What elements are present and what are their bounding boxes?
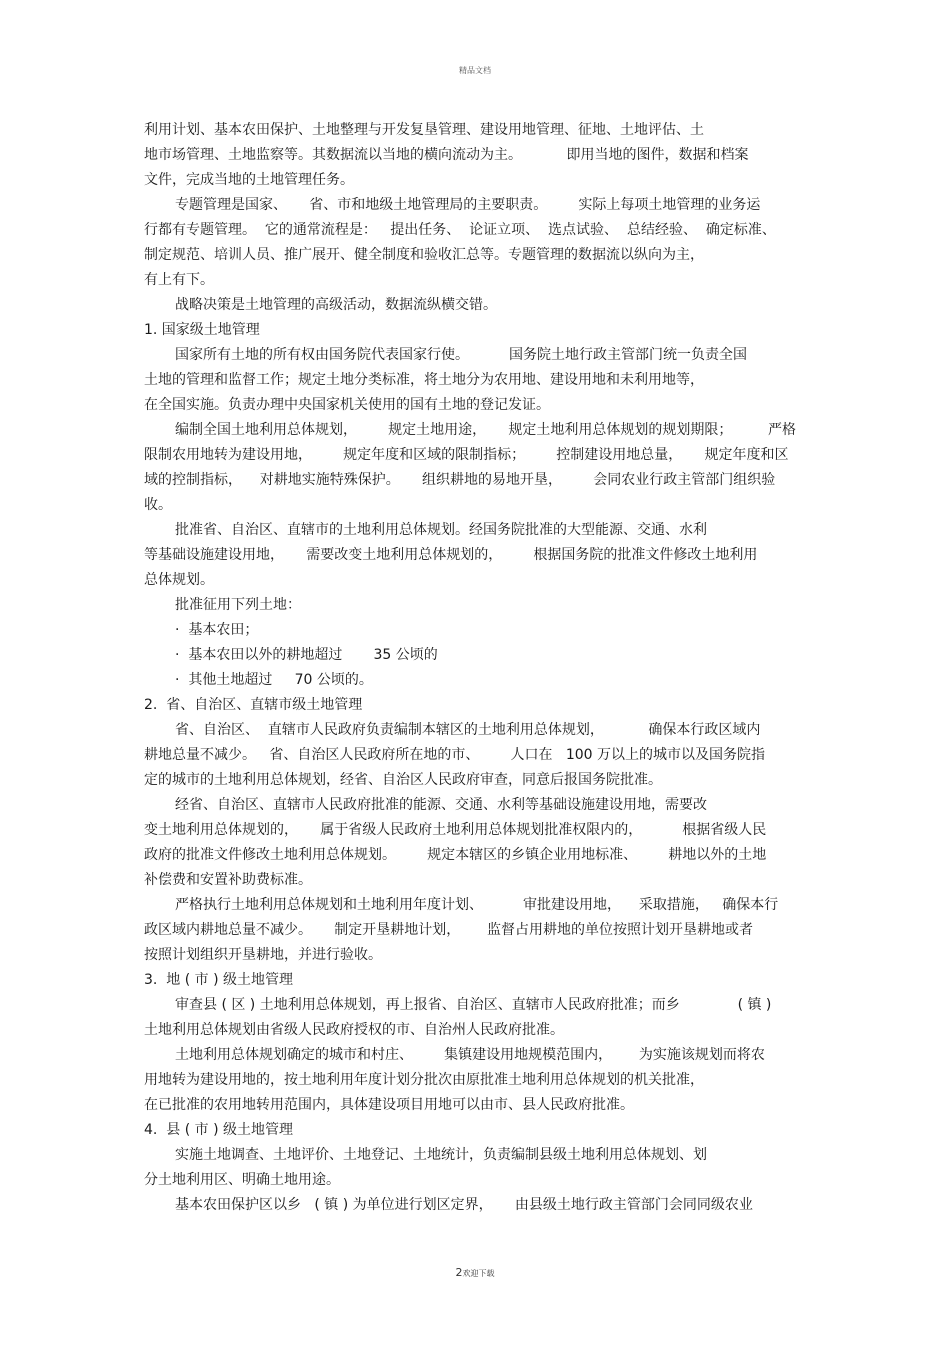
text-line: 制定规范、培训人员、推广展开、健全制度和验收汇总等。专题管理的数据流以纵向为主，: [144, 247, 704, 263]
page-number: 2: [455, 1266, 463, 1279]
text-line: 政府的批准文件修改土地利用总体规划。 规定本辖区的乡镇企业用地标准、 耕地以外的土地: [144, 847, 767, 863]
text-line: · 基本农田以外的耕地超过 35 公顷的: [175, 647, 438, 663]
text-line: 专题管理是国家、 省、市和地级土地管理局的主要职责。 实际上每项土地管理的业务运: [175, 197, 761, 213]
text-line: 在已批准的农用地转用范围内，具体建设项目用地可以由市、县人民政府批准。: [144, 1097, 634, 1113]
text-line: 收。: [144, 497, 172, 513]
text-line: 战略决策是土地管理的高级活动，数据流纵横交错。: [175, 297, 497, 313]
text-line: 用地转为建设用地的，按土地利用年度计划分批次由原批准土地利用总体规划的机关批准，: [144, 1072, 704, 1088]
text-line: 耕地总量不减少。 省、自治区人民政府所在地的市、 人口在 100 万以上的城市以及国务院指: [144, 747, 766, 763]
text-line: 变土地利用总体规划的， 属于省级人民政府土地利用总体规划批准权限内的， 根据省级人民: [144, 822, 767, 838]
text-line: 政区域内耕地总量不减少。 制定开垦耕地计划， 监督占用耕地的单位按照计划开垦耕地或者: [144, 922, 753, 938]
text-line: 基本农田保护区以乡 ( 镇 ) 为单位进行划区定界， 由县级土地行政主管部门会同同级农业: [175, 1197, 753, 1213]
page-footer: [0, 1261, 950, 1280]
document-body: [144, 118, 809, 1218]
text-line: 域的控制指标， 对耕地实施特殊保护。 组织耕地的易地开垦， 会同农业行政主管部门组织验: [144, 472, 776, 488]
text-line: 经省、自治区、直辖市人民政府批准的能源、交通、水利等基础设施建设用地，需要改: [175, 797, 707, 813]
text-line: 省、自治区、 直辖市人民政府负责编制本辖区的土地利用总体规划， 确保本行政区域内: [175, 722, 761, 738]
text-line: 批准征用下列土地：: [175, 597, 301, 613]
text-line: 地市场管理、土地监察等。其数据流以当地的横向流动为主。 即用当地的图件，数据和档案: [144, 147, 749, 163]
text-line: 等基础设施建设用地， 需要改变土地利用总体规划的， 根据国务院的批准文件修改土地利用: [144, 547, 758, 563]
text-line: 实施土地调查、土地评价、土地登记、土地统计，负责编制县级土地利用总体规划、划: [175, 1147, 707, 1163]
text-line: 土地利用总体规划由省级人民政府授权的市、自治州人民政府批准。: [144, 1022, 564, 1038]
text-line: 利用计划、基本农田保护、土地整理与开发复垦管理、建设用地管理、征地、土地评估、土: [144, 122, 704, 138]
text-line: · 基本农田；: [175, 622, 259, 638]
text-line: 总体规划。: [144, 572, 214, 588]
text-line: 严格执行土地利用总体规划和土地利用年度计划、 审批建设用地， 采取措施， 确保本行: [175, 897, 779, 913]
text-line: 限制农用地转为建设用地， 规定年度和区域的限制指标； 控制建设用地总量， 规定年度和区: [144, 447, 789, 463]
page-header: 精品文档: [459, 66, 491, 75]
text-line: 1. 国家级土地管理: [144, 322, 260, 338]
text-line: 在全国实施。负责办理中央国家机关使用的国有土地的登记发证。: [144, 397, 550, 413]
text-line: 文件，完成当地的土地管理任务。: [144, 172, 354, 188]
text-line: · 其他土地超过 70 公顷的。: [175, 672, 373, 688]
footer-text: 欢迎下载: [462, 1269, 495, 1278]
text-line: 有上有下。: [144, 272, 214, 288]
text-line: 行都有专题管理。 它的通常流程是： 提出任务、 论证立项、 选点试验、 总结经验、 确定标准、: [144, 222, 776, 238]
text-line: 补偿费和安置补助费标准。: [144, 872, 312, 888]
text-line: 分土地利用区、明确土地用途。: [144, 1172, 340, 1188]
text-line: 2. 省、自治区、直辖市级土地管理: [144, 697, 363, 713]
text-line: 国家所有土地的所有权由国务院代表国家行使。 国务院土地行政主管部门统一负责全国: [175, 347, 748, 363]
text-line: 批准省、自治区、直辖市的土地利用总体规划。经国务院批准的大型能源、交通、水利: [175, 522, 707, 538]
text-line: 定的城市的土地利用总体规划，经省、自治区人民政府审查，同意后报国务院批准。: [144, 772, 662, 788]
text-line: 按照计划组织开垦耕地，并进行验收。: [144, 947, 382, 963]
text-line: 编制全国土地利用总体规划， 规定土地用途， 规定土地利用总体规划的规划期限； 严格: [175, 422, 797, 438]
text-line: 3. 地 ( 市 ) 级土地管理: [144, 972, 293, 988]
text-line: 土地的管理和监督工作；规定土地分类标准，将土地分为农用地、建设用地和未利用地等，: [144, 372, 704, 388]
text-line: 4. 县 ( 市 ) 级土地管理: [144, 1122, 293, 1138]
text-line: 审查县 ( 区 ) 土地利用总体规划，再上报省、自治区、直辖市人民政府批准；而乡 ( 镇 ): [175, 997, 772, 1013]
text-line: 土地利用总体规划确定的城市和村庄、 集镇建设用地规模范围内， 为实施该规划而将农: [175, 1047, 765, 1063]
